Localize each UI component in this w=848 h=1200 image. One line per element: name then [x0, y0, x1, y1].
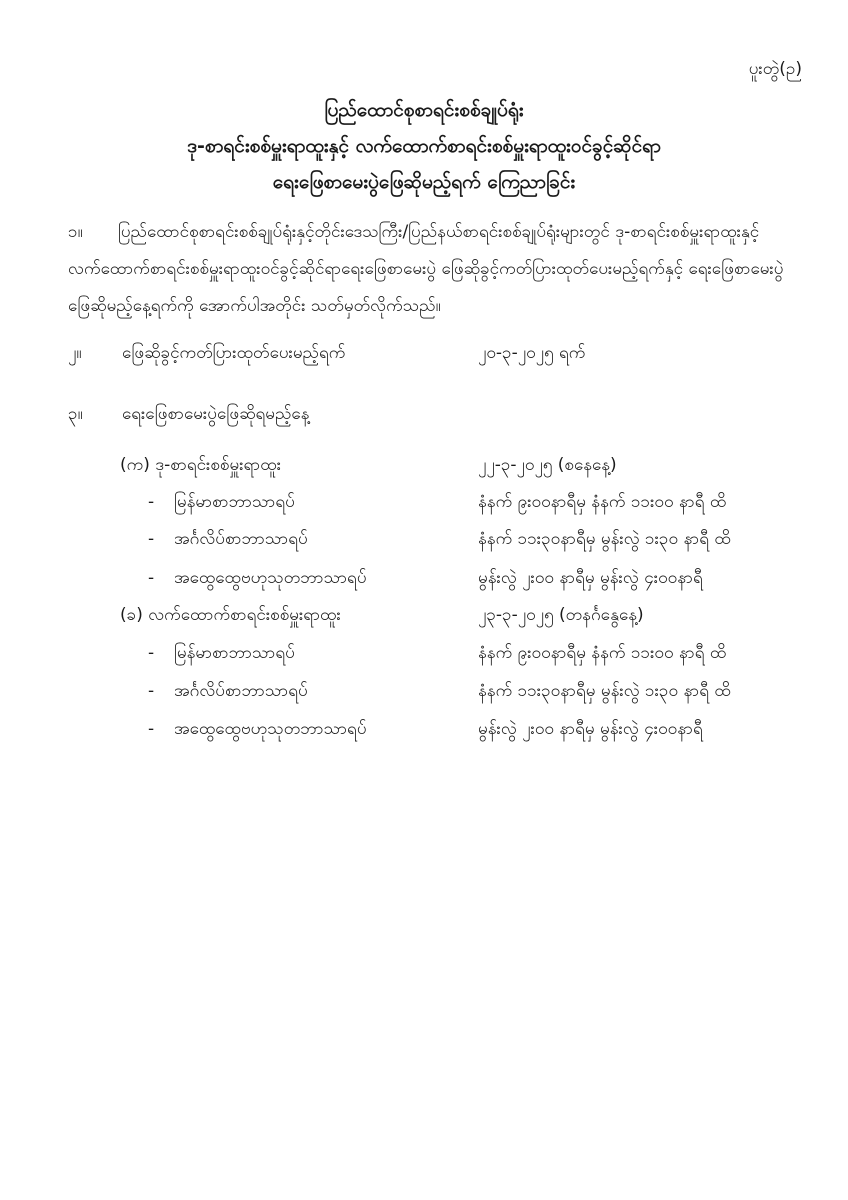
exam-subject: အင်္ဂလိပ်စာဘာသာရပ် — [174, 529, 308, 549]
exam-group-label: (က) ဒု-စာရင်းစစ်မှူးရာထူး — [120, 455, 282, 475]
exam-group-label: (ခ) လက်ထောက်စာရင်းစစ်မှူးရာထူး — [120, 605, 341, 625]
exam-subject: အင်္ဂလိပ်စာဘာသာရပ် — [174, 681, 308, 701]
list-dash: - — [148, 719, 155, 739]
exam-time: မွန်းလွဲ ၂း၀၀ နာရီမှ မွန်းလွဲ ၄း၀၀နာရီ — [478, 568, 703, 588]
exam-day-label: ရေးဖြေစာမေးပွဲဖြေဆိုရမည့်နေ့ — [122, 404, 310, 424]
admit-card-issue-label: ဖြေဆိုခွင့်ကတ်ပြားထုတ်ပေးမည့်ရက် — [122, 343, 346, 363]
list-dash: - — [148, 681, 155, 701]
exam-time: နံနက် ၁၁း၃၀နာရီမှ မွန်းလွဲ ၁း၃၀ နာရီ ထိ — [478, 681, 731, 701]
exam-group-date: ၂၃-၃-၂၀၂၅ (တနင်္ဂနွေနေ့) — [478, 605, 644, 625]
exam-subject: အထွေထွေဗဟုသုတဘာသာရပ် — [174, 568, 367, 588]
exam-group-date: ၂၂-၃-၂၀၂၅ (စနေနေ့) — [478, 455, 617, 475]
section-1-paragraph — [68, 214, 798, 325]
list-dash: - — [148, 643, 155, 663]
list-dash: - — [148, 568, 155, 588]
exam-subject: မြန်မာစာဘာသာရပ် — [174, 492, 295, 512]
section-1-text: ပြည်ထောင်စုစာရင်းစစ်ချုပ်ရုံးနှင့်တိုင်းဒေသကြီး/ပြည်နယ်စာရင်းစစ်ချုပ်ရုံးများတွင် ဒု-စာရင်းစစ်မှူးရာထူးနှင့် လက်ထောက်စာရင်းစစ်မှူးရာထူးဝင်ခွင့်ဆိုင်ရာရေးဖြေစာမေးပွဲ ဖြေဆိုခွင့်ကတ်ပြားထုတ်ပေးမည့်ရက်နှင့် ရေးဖြေစာမေးပွဲဖြေဆိုမည့်နေ့ရက်ကို အောက်ပါအတိုင်း သတ်မှတ်လိုက်သည်။ — [68, 222, 784, 316]
list-dash: - — [148, 492, 155, 512]
title-announcement: ရေးဖြေစာမေးပွဲဖြေဆိုမည့်ရက် ကြေညာခြင်း — [272, 171, 576, 193]
title-block — [60, 92, 788, 200]
exam-subject: မြန်မာစာဘာသာရပ် — [174, 643, 295, 663]
title-positions: ဒု-စာရင်းစစ်မှူးရာထူးနှင့် လက်ထောက်စာရင်းစစ်မှူးရာထူးဝင်ခွင့်ဆိုင်ရာ — [187, 135, 661, 157]
exam-subject: အထွေထွေဗဟုသုတဘာသာရပ် — [174, 719, 367, 739]
section-3-number: ၃။ — [68, 404, 83, 424]
exam-time: မွန်းလွဲ ၂း၀၀ နာရီမှ မွန်းလွဲ ၄း၀၀နာရီ — [478, 719, 703, 739]
title-office: ပြည်ထောင်စုစာရင်းစစ်ချုပ်ရုံး — [324, 99, 524, 121]
attachment-label: ပူးတွဲ(ဉ) — [748, 59, 802, 79]
admit-card-issue-date: ၂၀-၃-၂၀၂၅ ရက် — [478, 343, 586, 363]
exam-time: နံနက် ၉း၀၀နာရီမှ နံနက် ၁၁း၀၀ နာရီ ထိ — [478, 643, 727, 663]
exam-time: နံနက် ၉း၀၀နာရီမှ နံနက် ၁၁း၀၀ နာရီ ထိ — [478, 492, 727, 512]
exam-time: နံနက် ၁၁း၃၀နာရီမှ မွန်းလွဲ ၁း၃၀ နာရီ ထိ — [478, 529, 731, 549]
section-2-number: ၂။ — [68, 343, 82, 363]
section-1-number: ၁။ — [68, 222, 83, 242]
list-dash: - — [148, 529, 155, 549]
